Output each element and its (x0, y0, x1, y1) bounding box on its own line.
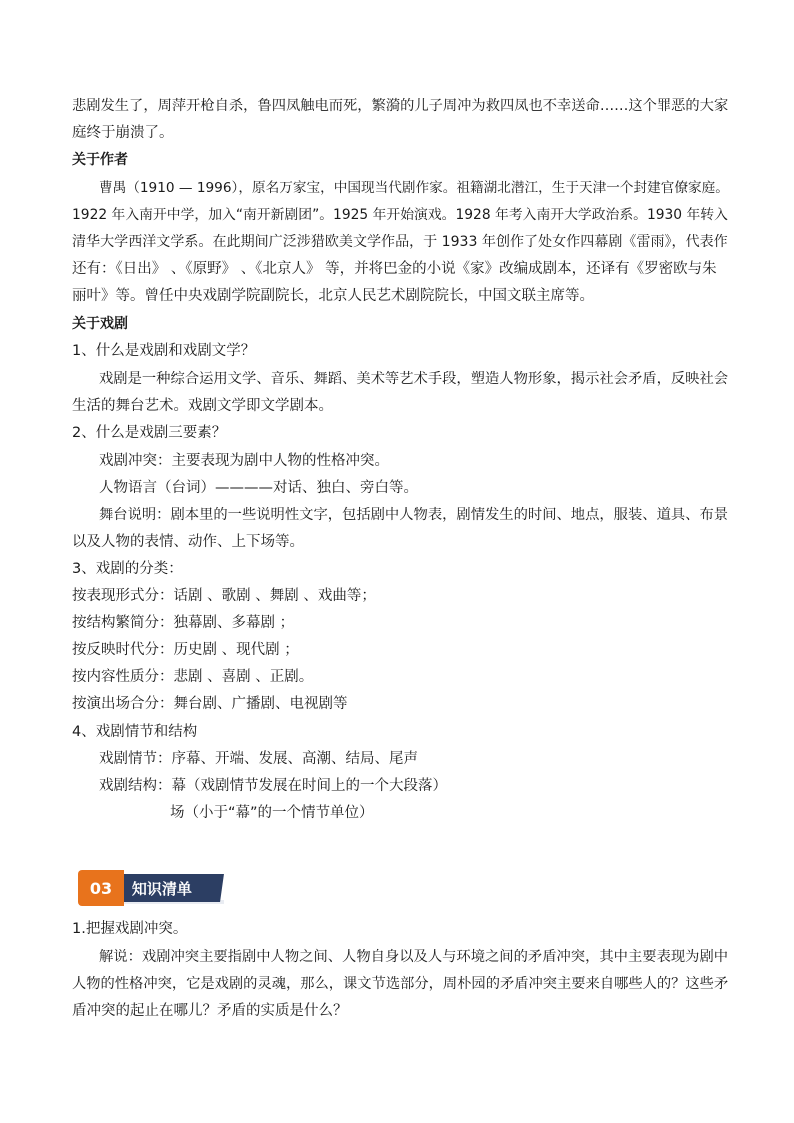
drama-scene: 场（小于“幕”的一个情节单位） (170, 805, 374, 821)
drama-structure: 戏剧结构：幕（戏剧情节发展在时间上的一个大段落） (99, 778, 447, 794)
drama-question-2: 2、什么是戏剧三要素？ (72, 425, 227, 441)
drama-question-3: 3、戏剧的分类： (72, 561, 183, 577)
class-by-structure: 按结构繁简分：独幕剧、多幕剧 ； (72, 615, 295, 631)
intro-line-2: 庭终于崩溃了。 (72, 125, 174, 141)
drama-language: 人物语言（台词）————对话、独白、旁白等。 (99, 480, 418, 496)
author-line-4: 还有：《日出》 、《原野》 、《北京人》 等，并将巴金的小说《家》改编成剧本，还译有《罗密欧与朱 (72, 261, 717, 277)
class-by-form: 按表现形式分：话剧 、歌剧 、舞剧 、戏曲等； (72, 588, 376, 604)
drama-stage-line-1: 舞台说明：剧本里的一些说明性文字，包括剧中人物表，剧情发生的时间、地点，服装、道具、布景 (99, 507, 729, 523)
knowledge-item-1-line-2: 人物的性格冲突，它是戏剧的灵魂，那么，课文节选部分，周朴园的矛盾冲突主要来自哪些人的？这些矛 (72, 976, 729, 992)
drama-answer-1-line-2: 生活的舞台艺术。戏剧文学即文学剧本。 (72, 398, 333, 414)
section-number: 03 (78, 870, 124, 906)
knowledge-item-1-title: 1.把握戏剧冲突。 (72, 921, 188, 937)
drama-question-1: 1、什么是戏剧和戏剧文学？ (72, 343, 256, 359)
author-heading: 关于作者 (72, 152, 128, 168)
drama-plot: 戏剧情节：序幕、开端、发展、高潮、结局、尾声 (99, 751, 418, 767)
author-line-5: 丽叶》等。曾任中央戏剧学院副院长，北京人民艺术剧院院长，中国文联主席等。 (72, 288, 594, 304)
intro-line-1: 悲剧发生了，周萍开枪自杀，鲁四凤触电而死，繁漪的儿子周冲为救四凤也不幸送命……这个罪恶的大家 (72, 98, 729, 114)
drama-stage-line-2: 以及人物的表情、动作、上下场等。 (72, 534, 304, 550)
section-badge (78, 870, 228, 906)
class-by-venue: 按演出场合分：舞台剧、广播剧、电视剧等 (72, 696, 348, 712)
drama-heading: 关于戏剧 (72, 316, 128, 332)
author-line-1: 曹禺（1910 — 1996），原名万家宝，中国现当代剧作家。祖籍湖北潜江，生于天津一个封建官僚家庭。 (99, 180, 729, 196)
knowledge-item-1-line-3: 盾冲突的起止在哪儿？矛盾的实质是什么？ (72, 1003, 348, 1019)
knowledge-item-1-line-1: 解说：戏剧冲突主要指剧中人物之间、人物自身以及人与环境之间的矛盾冲突，其中主要表现为剧中 (99, 949, 729, 965)
class-by-nature: 按内容性质分：悲剧 、喜剧 、正剧。 (72, 669, 314, 685)
class-by-era: 按反映时代分：历史剧 、现代剧 ； (72, 642, 299, 658)
drama-answer-1-line-1: 戏剧是一种综合运用文学、音乐、舞蹈、美术等艺术手段，塑造人物形象，揭示社会矛盾，反映社会 (99, 371, 729, 387)
author-line-2: 1922 年入南开中学，加入“南开新剧团”。1925 年开始演戏。1928 年考入南开大学政治系。1930 年转入 (72, 207, 728, 223)
drama-conflict: 戏剧冲突：主要表现为剧中人物的性格冲突。 (99, 453, 389, 469)
drama-question-4: 4、戏剧情节和结构 (72, 724, 198, 740)
section-title: 知识清单 (132, 879, 193, 898)
author-line-3: 清华大学西洋文学系。在此期间广泛涉猎欧美文学作品，于 1933 年创作了处女作四幕剧《雷雨》，代表作 (72, 234, 728, 250)
section-title-box (116, 874, 224, 902)
